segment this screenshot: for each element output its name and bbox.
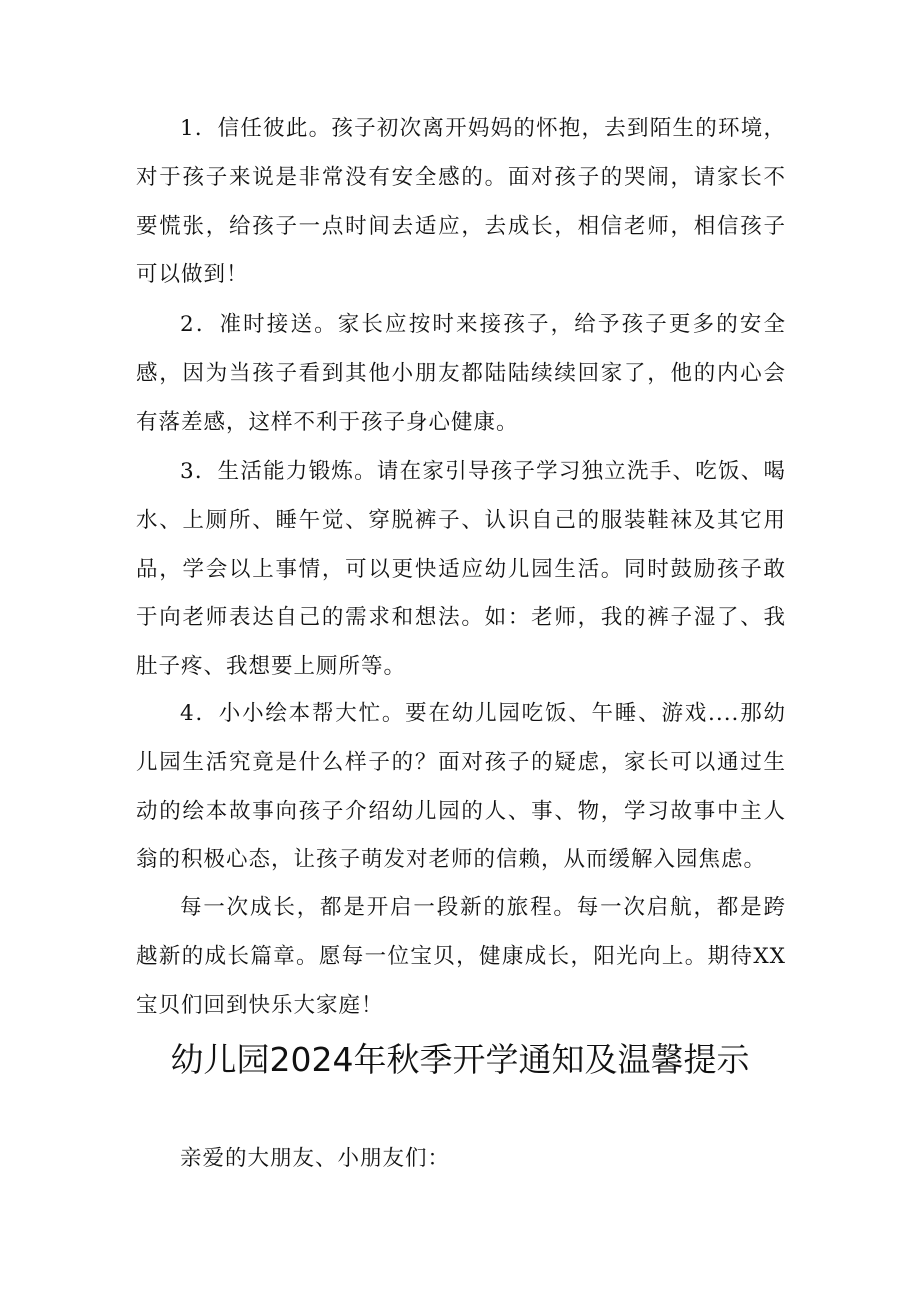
paragraph-trust: 1．信任彼此。孩子初次离开妈妈的怀抱，去到陌生的环境，对于孩子来说是非常没有安全感的。面对孩子的哭闹，请家长不要慌张，给孩子一点时间去适应，去成长，相信老师，相信孩子可以做到！ — [136, 116, 786, 288]
paragraph-life-skills: 3．生活能力锻炼。请在家引导孩子学习独立洗手、吃饭、喝水、上厕所、睡午觉、穿脱裤子、认识自己的服装鞋袜及其它用品，学会以上事情，可以更快适应幼儿园生活。同时鼓励孩子敢于向老师表达自己的需求和想法。如：老师，我的裤子湿了、我肚子疼、我想要上厕所等。 — [136, 459, 786, 680]
document-title: 幼儿园2024年秋季开学通知及温馨提示 — [170, 1040, 750, 1079]
greeting: 亲爱的大朋友、小朋友们： — [180, 1146, 451, 1171]
paragraph-pickup: 2．准时接送。家长应按时来接孩子，给予孩子更多的安全感，因为当孩子看到其他小朋友都陆陆续续回家了，他的内心会有落差感，这样不利于孩子身心健康。 — [136, 312, 786, 435]
paragraph-picture-books: 4．小小绘本帮大忙。要在幼儿园吃饭、午睡、游戏....那幼儿园生活究竟是什么样子的？面对孩子的疑虑，家长可以通过生动的绘本故事向孩子介绍幼儿园的人、事、物，学习故事中主人翁的积极心态，让孩子萌发对老师的信赖，从而缓解入园焦虑。 — [136, 701, 786, 873]
paragraph-closing: 每一次成长，都是开启一段新的旅程。每一次启航，都是跨越新的成长篇章。愿每一位宝贝，健康成长，阳光向上。期待XX宝贝们回到快乐大家庭！ — [136, 895, 786, 1018]
